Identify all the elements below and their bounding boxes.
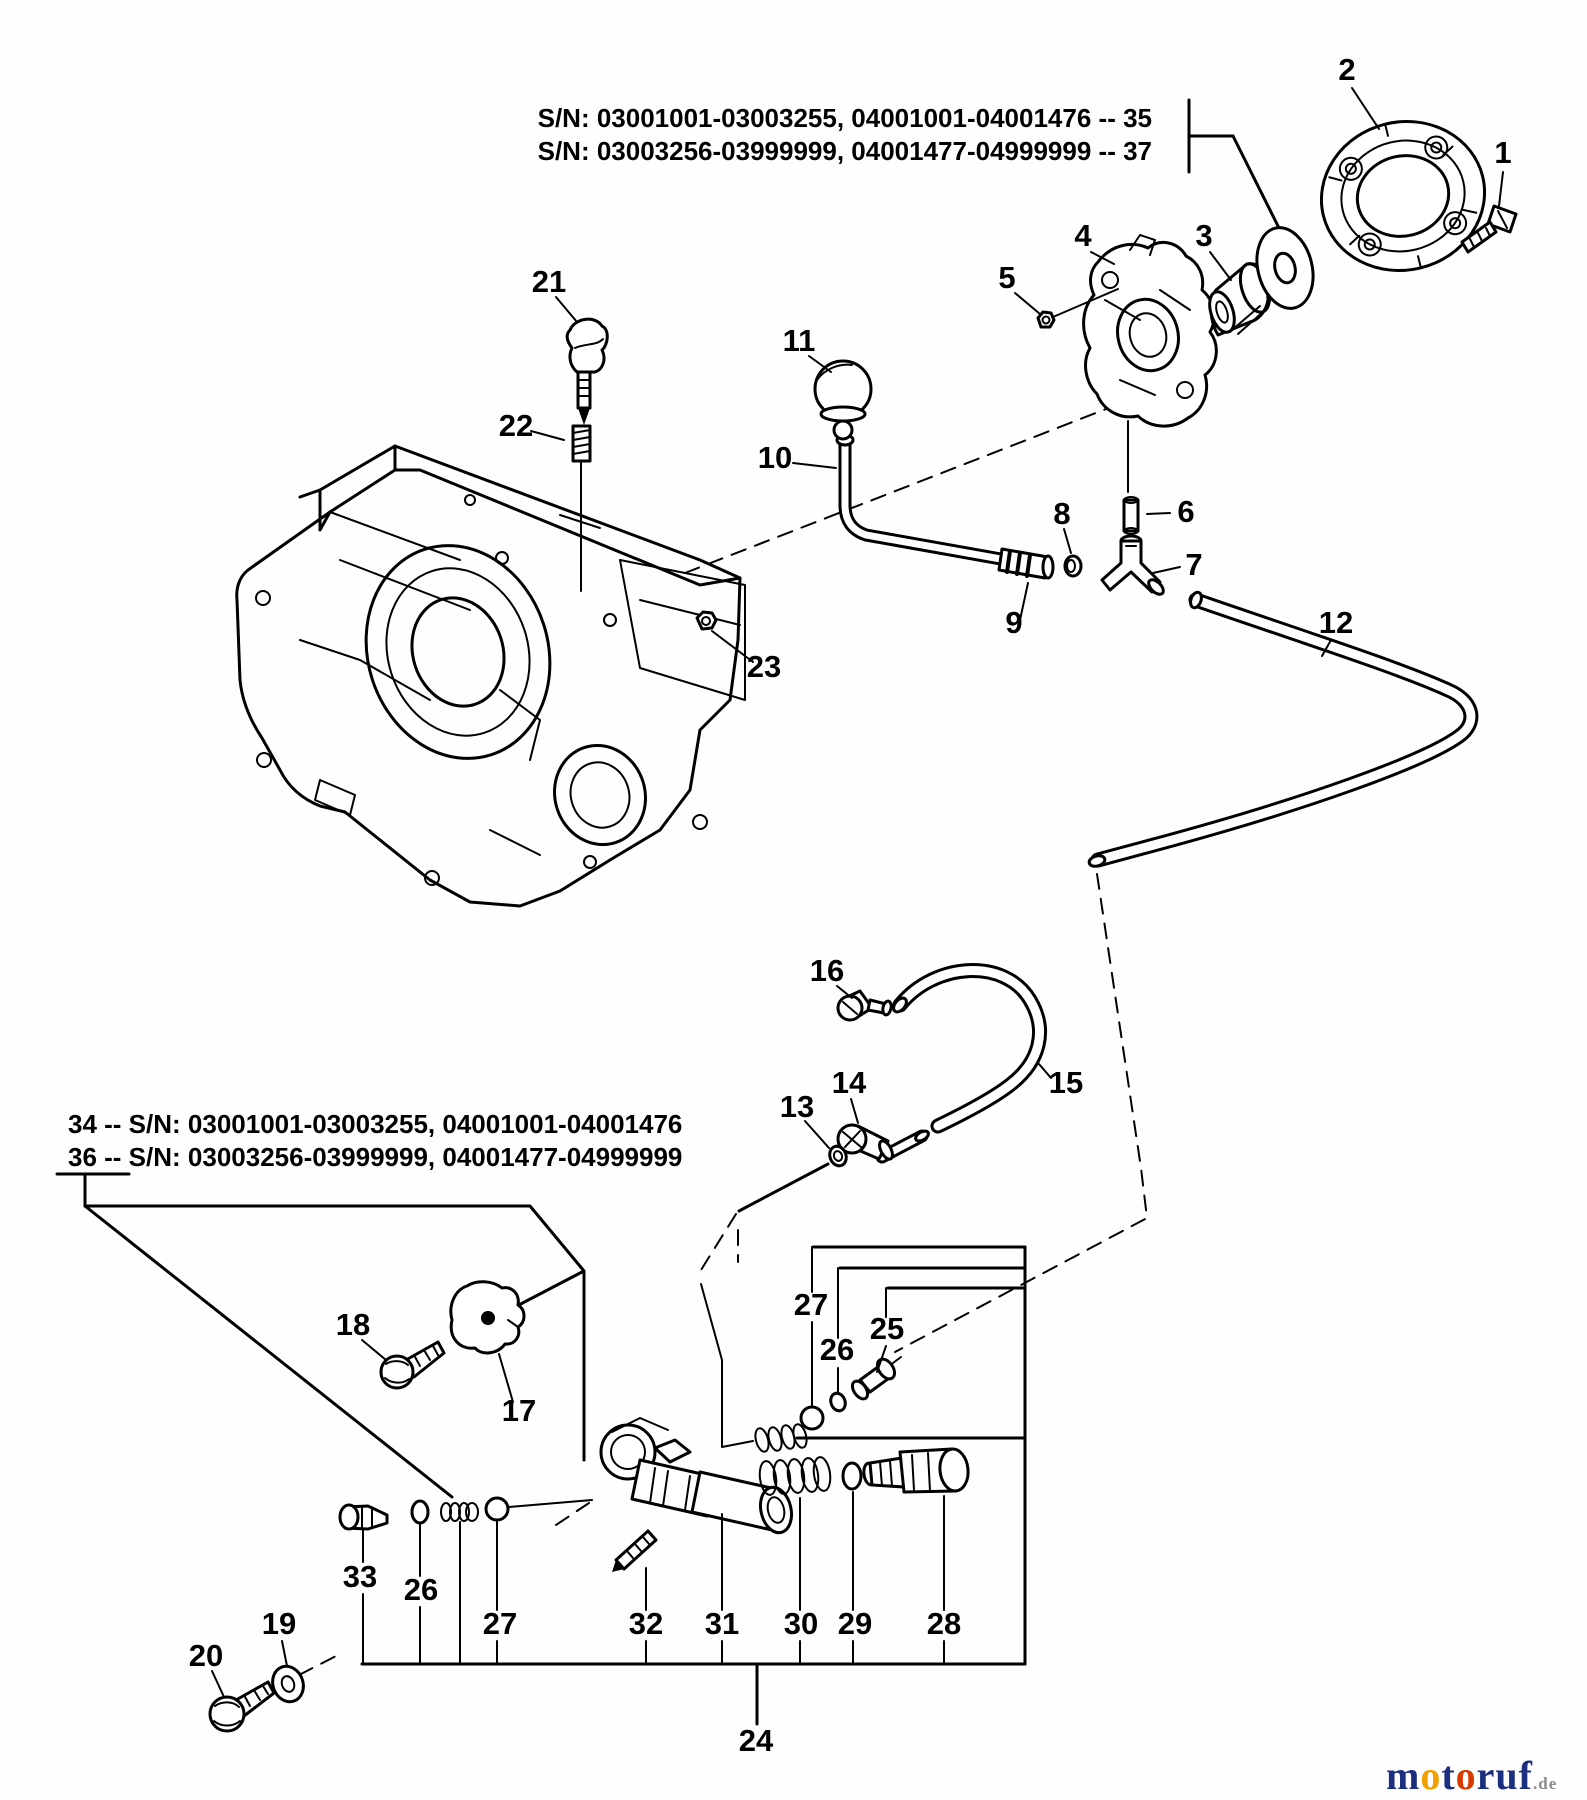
part-label-6: 6 [1177,494,1195,529]
crankcase-half [237,446,745,906]
adjuster-knob-21 [567,319,607,425]
part-label-25: 25 [869,1311,905,1346]
part-label-5: 5 [998,260,1016,295]
gasket-17 [451,1282,524,1353]
top-serial-note-line2: S/N: 03003256-03999999, 04001477-04999999 -- 37 [537,136,1152,166]
worm-pin-32 [612,1531,656,1572]
motoruf-logo-letter: t [1441,1753,1456,1798]
spring-22 [573,426,590,461]
part-label-14: 14 [831,1065,867,1100]
mid-serial-note-line1: 34 -- S/N: 03001001-03003255, 04001001-04001476 [68,1109,683,1139]
hose-15 [882,971,1040,1157]
part-label-16: 16 [809,953,845,988]
part-label-29: 29 [837,1606,873,1641]
washer-19 [268,1662,309,1706]
ring-27-lower [486,1498,508,1520]
part-label-10: 10 [757,440,793,475]
plug-33 [340,1505,387,1529]
part-label-20: 20 [188,1638,224,1673]
flange-plate-2 [1306,104,1501,287]
part-label-32: 32 [628,1606,664,1641]
part-label-30: 30 [783,1606,819,1641]
part-label-13: 13 [779,1089,815,1124]
part-label-11: 11 [782,323,816,358]
fitting-25 [849,1356,901,1402]
part-label-21: 21 [531,264,567,299]
part-label-23: 23 [746,649,782,684]
screw-18 [381,1342,444,1388]
mid-serial-note-line2: 36 -- S/N: 03003256-03999999, 04001477-04999999 [68,1142,683,1172]
motoruf-logo-letters [1386,1753,1533,1798]
part-label-18: 18 [335,1307,371,1342]
motoruf-logo-letter: r [1476,1753,1496,1798]
pin-6 [1124,497,1138,534]
part-label-28: 28 [926,1606,962,1641]
o-ring-26-upper [828,1391,847,1413]
spring-small-lower [441,1503,478,1521]
motoruf-logo-letter: o [1455,1753,1477,1798]
top-serial-note-line1: S/N: 03001001-03003255, 04001001-04001476 -- 35 [537,103,1152,133]
motoruf-logo-letter: f [1518,1753,1533,1798]
motoruf-logo-suffix: .de [1533,1774,1558,1793]
motoruf-logo-letter: u [1495,1753,1519,1798]
part-number-labels [189,52,1512,1758]
part-label-27-lower: 27 [482,1606,518,1641]
label-leaders [212,88,1503,1697]
ring-8 [1065,556,1081,576]
primer-bulb-11 [815,361,871,439]
part-label-2: 2 [1338,52,1356,87]
part-label-9: 9 [1005,605,1023,640]
part-label-1: 1 [1494,135,1512,170]
motoruf-logo-letter: m [1386,1753,1421,1798]
motoruf-logo-letter: o [1420,1753,1442,1798]
part-label-31: 31 [704,1606,740,1641]
part-label-3: 3 [1195,218,1213,253]
ring-27-upper [801,1407,823,1429]
part-label-24: 24 [738,1723,774,1758]
o-ring-29 [843,1463,861,1489]
part-label-15: 15 [1048,1065,1084,1100]
part-label-26-lower: 26 [403,1572,439,1607]
part-label-8: 8 [1053,496,1071,531]
nut-23 [697,612,716,629]
part-label-27-upper: 27 [793,1287,829,1322]
elbow-fitting-16 [838,991,892,1020]
part-label-7: 7 [1185,547,1203,582]
part-label-33: 33 [342,1559,378,1594]
part-label-12: 12 [1318,605,1354,640]
part-label-26-upper: 26 [819,1332,855,1367]
motoruf-logo [1386,1752,1557,1799]
o-ring-26-lower [412,1501,428,1523]
part-label-22: 22 [498,408,534,443]
hose-12 [1088,591,1471,868]
part-label-19: 19 [261,1606,297,1641]
part-label-17: 17 [501,1393,537,1428]
plunger-28 [863,1448,971,1493]
pipe-10 [837,435,1012,561]
hose-fitting-9 [999,549,1053,578]
part-label-4: 4 [1074,218,1092,253]
oil-pump-4 [1084,235,1217,426]
y-connector-7 [1102,536,1166,597]
